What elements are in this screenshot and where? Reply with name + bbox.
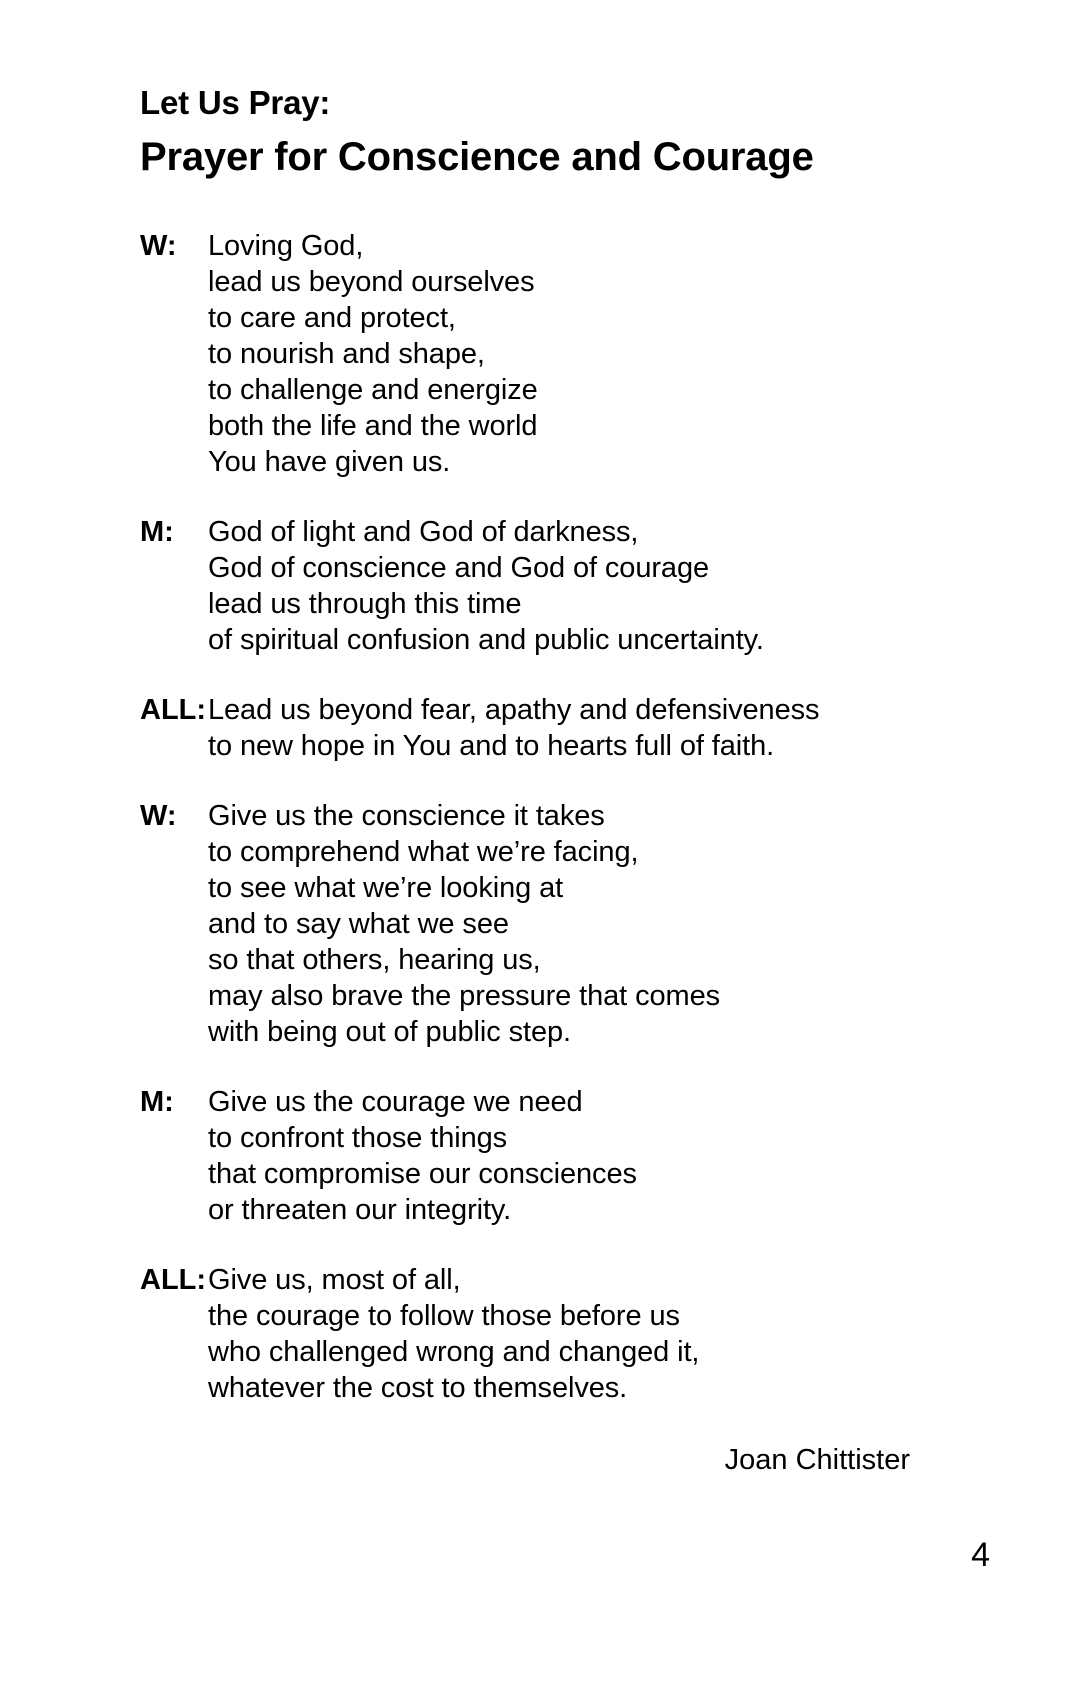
verse-line: to care and protect, (208, 302, 456, 334)
verse-line: with being out of public step. (208, 1016, 571, 1048)
verse-line: to challenge and energize (208, 374, 538, 406)
stanza-lines (208, 228, 990, 480)
verse-line: Loving God, (208, 230, 364, 262)
verse-line: of spiritual confusion and public uncertainty. (208, 624, 764, 656)
verse-line: to new hope in You and to hearts full of faith. (208, 730, 775, 762)
verse-line: to confront those things (208, 1122, 508, 1154)
title-line-eyebrow: Let Us Pray: (140, 84, 331, 121)
speaker-label: ALL: (140, 694, 207, 726)
verse-line: to see what we’re looking at (208, 872, 564, 904)
verse-line: both the life and the world (208, 410, 538, 442)
stanza-3 (140, 692, 990, 764)
verse-line: to comprehend what we’re facing, (208, 836, 639, 868)
speaker-label: W: (140, 230, 177, 262)
verse-line: whatever the cost to themselves. (208, 1372, 628, 1404)
verse-line: the courage to follow those before us (208, 1300, 680, 1332)
verse-line: Lead us beyond fear, apathy and defensiveness (208, 694, 820, 726)
verse-line: Give us the conscience it takes (208, 800, 605, 832)
page-number: 4 (971, 1536, 990, 1574)
title-line-main: Prayer for Conscience and Courage (140, 135, 814, 179)
stanza-lines (208, 692, 990, 764)
stanza-lines (208, 514, 990, 658)
stanza-lines (208, 1084, 990, 1228)
verse-line: lead us through this time (208, 588, 522, 620)
verse-line: lead us beyond ourselves (208, 266, 535, 298)
verse-line: that compromise our consciences (208, 1158, 637, 1190)
speaker-label: M: (140, 516, 174, 548)
stanza-4 (140, 798, 990, 1050)
verse-line: God of light and God of darkness, (208, 516, 639, 548)
verse-line: You have given us. (208, 446, 451, 478)
stanza-lines (208, 798, 990, 1050)
stanza-lines (208, 1262, 990, 1406)
attribution: Joan Chittister (724, 1444, 910, 1476)
verse-line: and to say what we see (208, 908, 509, 940)
verse-line: Give us, most of all, (208, 1264, 461, 1296)
speaker-label: M: (140, 1086, 174, 1118)
speaker-label: W: (140, 800, 177, 832)
verse-line: may also brave the pressure that comes (208, 980, 720, 1012)
stanza-6 (140, 1262, 990, 1406)
verse-line: God of conscience and God of courage (208, 552, 710, 584)
verse-line: or threaten our integrity. (208, 1194, 512, 1226)
stanza-1 (140, 228, 990, 480)
verse-line: who challenged wrong and changed it, (208, 1336, 700, 1368)
stanza-2 (140, 514, 990, 658)
speaker-label: ALL: (140, 1264, 207, 1296)
verse-line: so that others, hearing us, (208, 944, 541, 976)
verse-line: Give us the courage we need (208, 1086, 583, 1118)
verse-line: to nourish and shape, (208, 338, 485, 370)
page-title (140, 76, 990, 184)
stanza-5 (140, 1084, 990, 1228)
